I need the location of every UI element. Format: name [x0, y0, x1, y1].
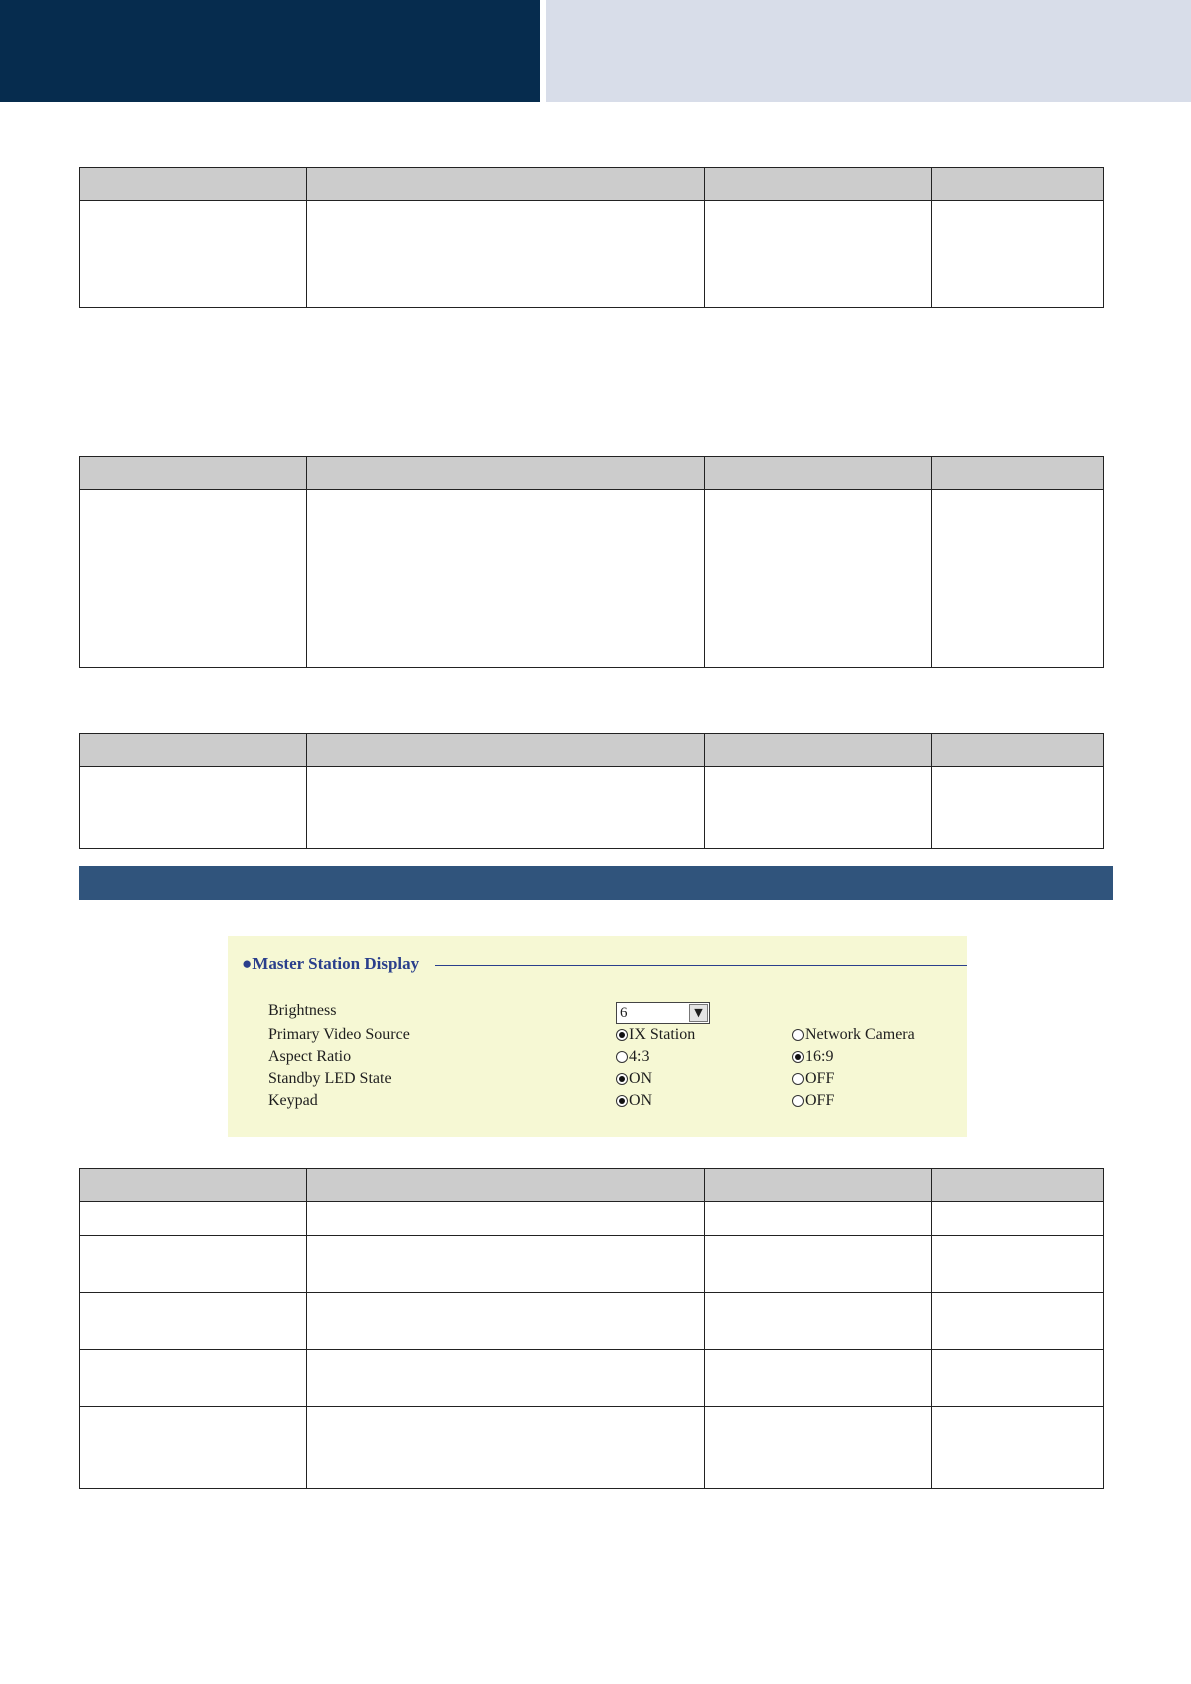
standby-led-on-option[interactable] [616, 1070, 652, 1088]
table-row [80, 1407, 1104, 1489]
primary-video-source-network-camera-option[interactable] [792, 1026, 915, 1044]
table-row [80, 1350, 1104, 1407]
table-header-row [80, 168, 1104, 201]
primary-video-source-label: Primary Video Source [268, 1026, 410, 1043]
standby-led-off-option[interactable] [792, 1070, 834, 1088]
chevron-down-icon[interactable]: ▼ [689, 1004, 708, 1022]
table-header-row [80, 1169, 1104, 1202]
option-label: ON [629, 1092, 653, 1109]
keypad-on-option[interactable] [616, 1092, 652, 1110]
radio-button[interactable] [792, 1095, 804, 1107]
aspect-ratio-row [228, 1048, 967, 1068]
settings-table-3 [79, 733, 1104, 849]
header-band-light [546, 0, 1191, 102]
radio-button[interactable] [792, 1051, 804, 1063]
settings-table-1 [79, 167, 1104, 308]
option-label: OFF [805, 1070, 835, 1087]
option-label: 16:9 [805, 1048, 834, 1065]
settings-table-2 [79, 456, 1104, 668]
radio-button[interactable] [616, 1073, 628, 1085]
aspect-ratio-4-3-option[interactable] [616, 1048, 649, 1066]
option-label: Network Camera [805, 1026, 915, 1043]
table-row [80, 490, 1104, 668]
radio-button[interactable] [792, 1073, 804, 1085]
table-row [80, 1202, 1104, 1236]
table-header-row [80, 457, 1104, 490]
brightness-label: Brightness [268, 1002, 337, 1019]
section-heading-bar [79, 866, 1113, 900]
radio-button[interactable] [792, 1029, 804, 1041]
keypad-label: Keypad [268, 1092, 318, 1109]
master-station-display-panel [228, 936, 967, 1137]
brightness-value: 6 [620, 1005, 628, 1021]
aspect-ratio-16-9-option[interactable] [792, 1048, 833, 1066]
primary-video-source-ix-station-option[interactable] [616, 1026, 695, 1044]
panel-title: ●Master Station Display [242, 954, 420, 973]
radio-button[interactable] [616, 1051, 628, 1063]
option-label: 4:3 [629, 1048, 650, 1065]
table-row [80, 201, 1104, 308]
standby-led-state-row [228, 1070, 967, 1090]
settings-table-4 [79, 1168, 1104, 1489]
primary-video-source-row [228, 1026, 967, 1046]
standby-led-state-label: Standby LED State [268, 1070, 392, 1087]
aspect-ratio-label: Aspect Ratio [268, 1048, 352, 1065]
panel-title-rule [435, 965, 967, 966]
table-row [80, 767, 1104, 849]
table-header-row [80, 734, 1104, 767]
option-label: IX Station [629, 1026, 696, 1043]
radio-button[interactable] [616, 1029, 628, 1041]
option-label: OFF [805, 1092, 835, 1109]
table-row [80, 1293, 1104, 1350]
option-label: ON [629, 1070, 653, 1087]
table-row [80, 1236, 1104, 1293]
header-band-dark [0, 0, 540, 102]
radio-button[interactable] [616, 1095, 628, 1107]
brightness-row [228, 1002, 967, 1022]
keypad-off-option[interactable] [792, 1092, 834, 1110]
brightness-select[interactable] [616, 1002, 710, 1024]
keypad-row [228, 1092, 967, 1112]
